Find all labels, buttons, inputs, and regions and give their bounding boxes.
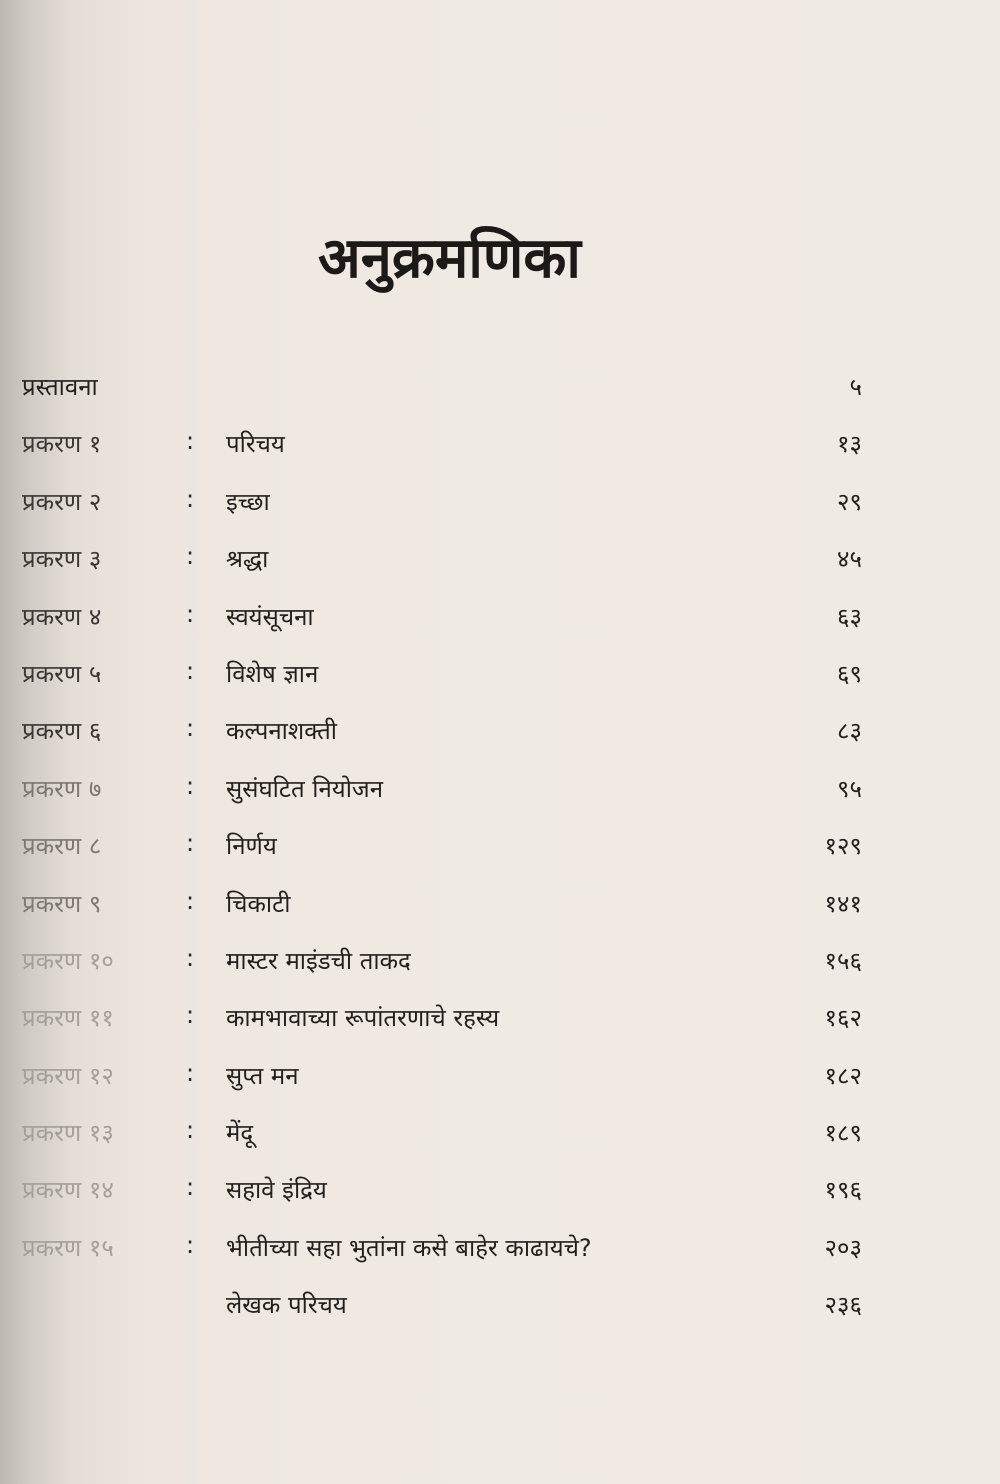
entry-title: कामभावाच्या रूपांतरणाचे रहस्य: [226, 1004, 500, 1033]
entry-title: परिचय: [226, 430, 285, 459]
separator-colon: :: [186, 1001, 195, 1030]
entry-title: विशेष ज्ञान: [226, 659, 319, 688]
page-title: अनुक्रमणिका: [318, 226, 581, 291]
page-number: २०३: [824, 1233, 862, 1262]
separator-colon: :: [186, 542, 195, 571]
page-number: २९: [837, 487, 862, 516]
toc-row: [0, 1059, 1000, 1116]
page-number: ५: [849, 373, 862, 401]
toc-row: [0, 1116, 1000, 1173]
toc-row: [0, 370, 1000, 427]
page-number: १३: [837, 430, 862, 459]
separator-colon: :: [186, 714, 195, 743]
chapter-label: प्रकरण १३: [22, 1119, 114, 1148]
chapter-label: प्रकरण १४: [22, 1176, 114, 1205]
entry-title: चिकाटी: [226, 889, 291, 918]
chapter-label: प्रकरण ३: [22, 545, 102, 574]
entry-title: कल्पनाशक्ती: [226, 717, 337, 746]
chapter-label: प्रकरण ९: [22, 889, 102, 918]
separator-colon: :: [186, 427, 195, 456]
chapter-label: प्रकरण ११: [22, 1004, 114, 1033]
toc-row: [0, 427, 1000, 484]
page-number: १४१: [824, 889, 862, 918]
toc-row: [0, 542, 1000, 599]
chapter-label: प्रकरण ५: [22, 659, 102, 688]
page-number: ६३: [837, 602, 862, 631]
toc-row: [0, 887, 1000, 944]
page-number: ९५: [837, 774, 862, 803]
separator-colon: :: [186, 771, 195, 800]
entry-title: प्रस्तावना: [22, 373, 98, 401]
entry-title: निर्णय: [226, 832, 277, 861]
page-number: १५६: [824, 946, 862, 975]
chapter-label: प्रकरण ७: [22, 774, 102, 803]
separator-colon: :: [186, 484, 195, 513]
chapter-label: प्रकरण १५: [22, 1233, 114, 1262]
chapter-label: प्रकरण १: [22, 430, 102, 459]
entry-title: स्वयंसूचना: [226, 602, 314, 631]
chapter-label: प्रकरण २: [22, 487, 102, 516]
entry-title: मेंदू: [226, 1119, 254, 1148]
separator-colon: :: [186, 1173, 195, 1202]
entry-title: श्रद्धा: [226, 545, 269, 574]
separator-colon: :: [186, 1230, 195, 1259]
page-number: १९६: [824, 1176, 862, 1205]
table-of-contents: [0, 370, 1000, 1346]
toc-row: [0, 772, 1000, 829]
entry-title: लेखक परिचय: [226, 1291, 347, 1320]
chapter-label: प्रकरण १२: [22, 1061, 114, 1090]
page-number: २३६: [824, 1291, 862, 1320]
toc-row: [0, 485, 1000, 542]
page-number: ६९: [837, 659, 862, 688]
page-number: १८९: [824, 1119, 862, 1148]
separator-colon: :: [186, 886, 195, 915]
page-number: १८२: [824, 1061, 862, 1090]
separator-colon: :: [186, 829, 195, 858]
page-number: १६२: [824, 1004, 862, 1033]
entry-title: सहावे इंद्रिय: [226, 1176, 327, 1205]
separator-colon: :: [186, 656, 195, 685]
toc-row: [0, 829, 1000, 886]
chapter-label: प्रकरण १०: [22, 946, 114, 975]
separator-colon: :: [186, 1116, 195, 1145]
toc-row: [0, 1231, 1000, 1288]
page-number: ४५: [837, 545, 862, 574]
page-number: १२९: [824, 832, 862, 861]
entry-title: मास्टर माइंडची ताकद: [226, 946, 411, 975]
entry-title: सुप्त मन: [226, 1061, 299, 1090]
separator-colon: :: [186, 943, 195, 972]
chapter-label: प्रकरण ४: [22, 602, 102, 631]
entry-title: भीतीच्या सहा भुतांना कसे बाहेर काढायचे?: [226, 1233, 592, 1262]
toc-row: [0, 944, 1000, 1001]
separator-colon: :: [186, 1058, 195, 1087]
chapter-label: प्रकरण ६: [22, 717, 102, 746]
toc-row: [0, 1173, 1000, 1230]
toc-row: [0, 714, 1000, 771]
toc-row: [0, 1001, 1000, 1058]
toc-row: [0, 600, 1000, 657]
toc-row: [0, 657, 1000, 714]
entry-title: सुसंघटित नियोजन: [226, 774, 384, 803]
chapter-label: प्रकरण ८: [22, 832, 102, 861]
entry-title: इच्छा: [226, 487, 270, 516]
toc-row: [0, 1288, 1000, 1345]
separator-colon: :: [186, 599, 195, 628]
page-number: ८३: [837, 717, 862, 746]
